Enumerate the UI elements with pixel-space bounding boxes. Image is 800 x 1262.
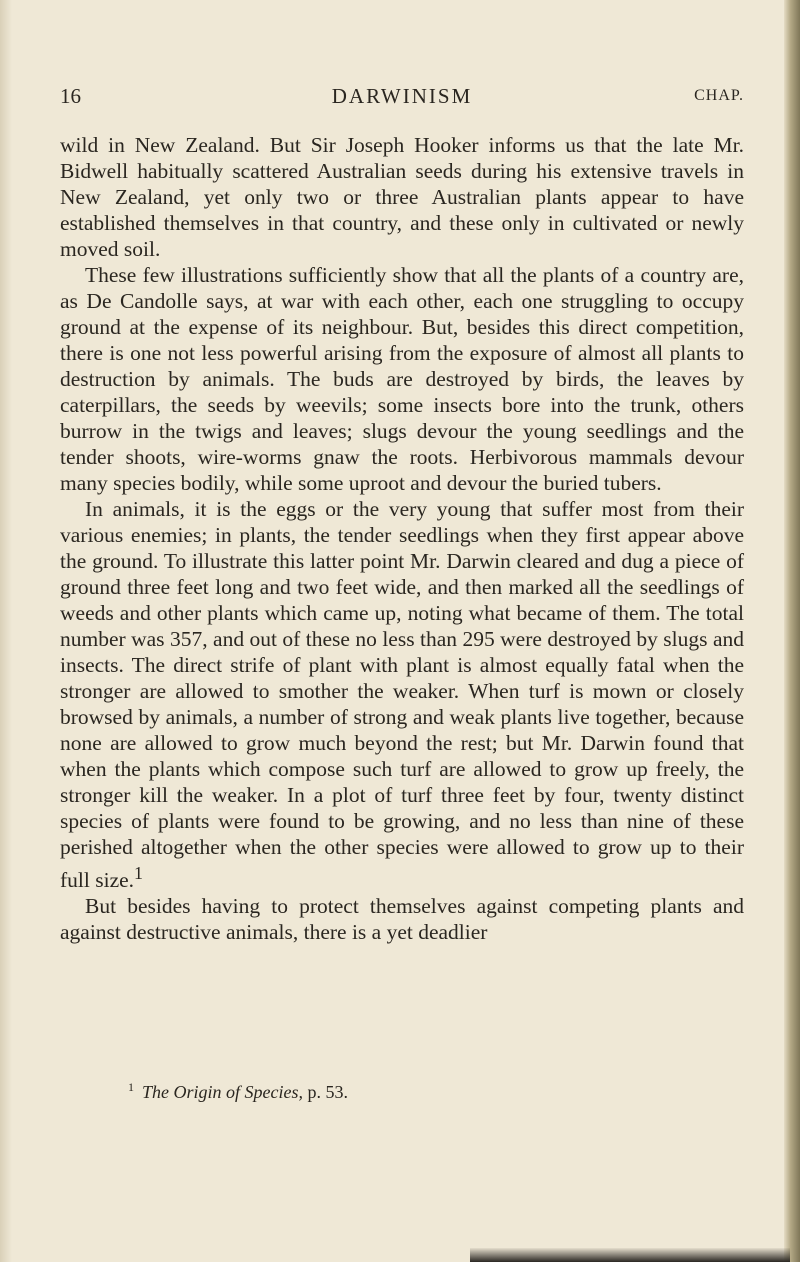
page-bottom-shadow: [470, 1248, 790, 1262]
footnote-title: The Origin of Species,: [142, 1082, 303, 1102]
body-text: [60, 132, 744, 945]
chapter-label: CHAP.: [694, 87, 744, 104]
paragraph: [60, 496, 744, 893]
footnote: [128, 1076, 748, 1103]
footnote-page: p. 53.: [307, 1082, 348, 1102]
paragraph-continued: wild in New Zealand. But Sir Joseph Hooker informs us that the late Mr. Bidwell habitually scattered Australian seeds during his extensive travels in New Zealand, yet only two or three Australian plants appear to have established themselves in that country, and these only in cultivated or newly moved soil.: [60, 133, 744, 261]
paragraph-text: In animals, it is the eggs or the very young that suffer most from their various enemies; in plants, the tender seedlings when they first appear above the ground. To illustrate this latter point Mr. Darwin cleared and dug a piece of ground three feet long and two feet wide, and then marked all the seedlings of weeds and other plants which came up, noting what became of them. The total number was 357, and out of these no less than 295 were destroyed by slugs and insects. The direct strife of plant with plant is almost equally fatal when the stronger are allowed to smother the weaker. When turf is mown or closely browsed by animals, a number of strong and weak plants live together, because none are allowed to grow much beyond the rest; but Mr. Darwin found that when the plants which compose such turf are allowed to grow up freely, the stronger kill the weaker. In a plot of turf three feet by four, twenty distinct species of plants were found to be growing, and no less than nine of these perished altogether when the other species were allowed to grow up to their full size.: [60, 497, 744, 893]
page-gutter-shadow: [0, 0, 12, 1262]
paragraph: These few illustrations sufficiently show that all the plants of a country are, as De Candolle says, at war with each other, each one struggling to occupy ground at the expense of its neighbour. But, besides this direct competition, there is one not less powerful arising from the exposure of almost all plants to destruction by animals. The buds are destroyed by birds, the leaves by caterpillars, the seeds by weevils; some insects bore into the trunk, others burrow in the twigs and leaves; slugs devour the young seedlings and the tender shoots, wire-worms gnaw the roots. Herbivorous mammals devour many species bodily, while some uproot and devour the buried tubers.: [60, 263, 744, 495]
footnote-marker: 1: [134, 863, 143, 883]
paragraph: But besides having to protect themselves against competing plants and against destructive animals, there is a yet deadlier: [60, 894, 744, 945]
footnote-number: 1: [128, 1080, 134, 1094]
running-title: DARWINISM: [331, 84, 473, 108]
page-edge: [784, 0, 800, 1262]
page-number: 16: [60, 84, 81, 108]
running-header: [60, 82, 744, 112]
